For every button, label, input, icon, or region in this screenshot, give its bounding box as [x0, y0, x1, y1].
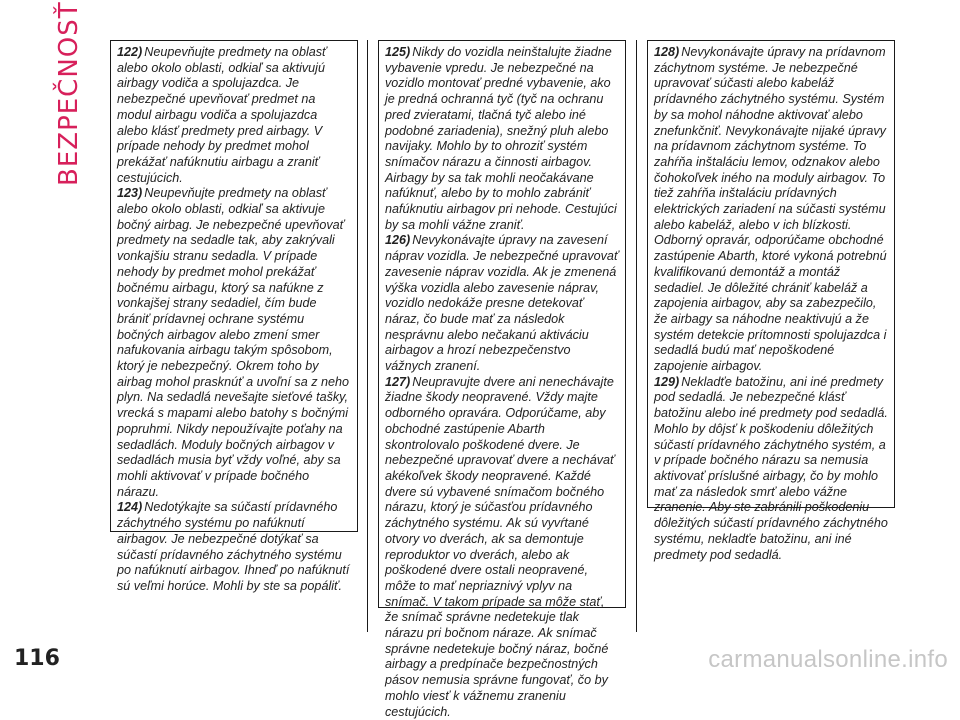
warning-note: [385, 45, 619, 233]
note-text: Neupevňujte predmety na oblasť alebo okolo oblasti, odkiaľ sa aktivujú airbagy vodiča a spolujazdca. Je nebezpečné upevňovať predmet na modul airbagu vodiča a spolujazdca alebo klásť predmety pred airbagy. V prípade nehody by predmet mohol prekážať nafúknutiu airbagu a zraniť cestujúcich.: [117, 45, 327, 185]
note-text: Nevykonávajte úpravy na prídavnom záchytnom systéme. Je nebezpečné upravovať súčasti alebo kabeláž prídavného záchytného systému. Systém by sa mohol náhodne aktivovať alebo znefunkčniť. Nevykonávajte nijaké úpravy na prídavnom záchytnom systéme. To zahŕňa inštaláciu lemov, odznakov alebo čohokoľvek iného na moduly airbagov. To tiež zahŕňa inštaláciu prídavných elektrických zariadení na súčasti systému alebo kabeláž, alebo v ich blízkosti. Odborný opravár, odporúčame obchodné zastúpenie Abarth, ktoré vykoná potrebnú kvalifikovanú demontáž a montáž sedadiel. Je dôležité chrániť kabeláž a zapojenia airbagov, aby sa zabezpečilo, že airbagy sa náhodne neaktivujú a že systém detekcie prítomnosti spolujazdca i sedadlá budú mať nepoškodené zapojenie airbagov.: [654, 45, 887, 374]
note-text: Nikdy do vozidla neinštalujte žiadne vybavenie vpredu. Je nebezpečné na vozidlo montovať predné vybavenie, ako je predná ochranná tyč (tyč na ochranu pred zvieratami, tlačná tyč alebo iné podobné zariadenia), snežný pluh alebo navijaky. Mohlo by to ohroziť systém snímačov nárazu a činnosti airbagov. Airbagy by sa tak mohli neočakávane nafúknuť, alebo by to mohlo zabrániť nafúknutiu airbagov pri nehode. Cestujúci by sa mohli vážne zraniť.: [385, 45, 617, 232]
note-number: 124): [117, 500, 143, 515]
note-text: Neupravujte dvere ani nenechávajte žiadne škody neopravené. Vždy majte odborného opravára. Odporúčame, aby obchodné zastúpenie Abarth skontrolovalo poškodené dvere. Je nebezpečné upravovať dvere a nechávať akékoľvek škody neopravené. Každé dvere sú vybavené snímačom bočného nárazu, ktorý je súčasťou prídavného záchytného systému. Ak sú vyvŕtané otvory vo dverách, ak sa demontuje reproduktor vo dverách, alebo ak poškodené dvere ostali neopravené, môže to mať nepriaznivý vplyv na snímač. V takom prípade sa môže stať, že snímač správne nedetekuje tlak nárazu pri bočnom náraze. Ak snímač správne nedetekuje bočný náraz, bočné airbagy a predpínače bezpečnostných pásov nemusia správne fungovať, čo by mohlo viesť k vážnemu zraneniu cestujúcich.: [385, 374, 615, 719]
warning-note: [117, 500, 351, 594]
column-divider: [636, 40, 637, 632]
warning-note: [117, 186, 351, 500]
column-divider: [367, 40, 368, 632]
warning-note: [654, 45, 888, 375]
note-number: 127): [385, 374, 411, 389]
warning-note: [385, 375, 619, 720]
note-number: 126): [385, 233, 411, 248]
note-number: 125): [385, 45, 411, 59]
note-number: 128): [654, 45, 680, 59]
note-text: Nekladťe batožinu, ani iné predmety pod sedadlá. Je nebezpečné klásť batožinu alebo iné predmety pod sedadlá. Mohlo by dôjsť k poškodeniu dôležitých súčastí prídavného záchytného systém, a v prípade bočného nárazu sa nemusia aktivovať príslušné airbagy, čo by mohlo mať za následok smrť alebo vážne zranenie. Aby ste zabránili poškodeniu dôležitých súčastí prídavného záchytného systému, nekladťe batožinu, ani iné predmety pod sedadlá.: [654, 374, 888, 562]
note-number: 129): [654, 374, 680, 389]
warning-note: [385, 233, 619, 374]
warning-note: [654, 375, 888, 563]
note-number: 123): [117, 186, 143, 201]
page-number: 116: [14, 646, 60, 671]
note-text: Nevykonávajte úpravy na zavesení náprav vozidla. Je nebezpečné upravovať zavesenie náprav vozidla. Ak je zmenená výška vozidla alebo zavesenie náprav, vozidlo nedokáže presne detekovať náraz, čo bude mať za následok nesprávnu alebo nečakanú aktiváciu airbagov a hrozí nebezpečenstvo vážnych zranení.: [385, 233, 619, 374]
warning-column-3: [647, 40, 895, 562]
section-title: BEZPEČNOSŤ: [54, 1, 84, 186]
warning-note: [117, 45, 351, 186]
note-text: Nedotýkajte sa súčastí prídavného záchytného systému po nafúknutí airbagov. Je nebezpečné dotýkať sa súčastí prídavného záchytného systému po nafúknutí airbagov. Ihneď po nafúknutí sú veľmi horúce. Mohli by ste sa popáliť.: [117, 500, 350, 593]
note-number: 122): [117, 45, 143, 59]
warning-column-2: [378, 40, 626, 719]
warning-column-1: [110, 40, 358, 593]
note-text: Neupevňujte predmety na oblasť alebo okolo oblasti, odkiaľ sa aktivuje bočný airbag. Je nebezpečné upevňovať predmety na sedadle tak, aby zakrývali vonkajšiu stranu sedadla. V prípade nehody by predmet mohol prekážať bočnému airbagu, ktorý sa nafúkne z vonkajšej strany sedadiel, čím bude brániť prídavnej ochrane systému bočných airbagov alebo zmení smer nafukovania airbagu takým spôsobom, ktorý je nebezpečný. Okrem toho by airbag mohol prasknúť a uvoľní sa z neho plyn. Na sedadlá nevešajte sieťové tašky, vrecká s mapami alebo batohy s bočnými popruhmi. Nikdy nepoužívajte poťahy na sedadlách. Moduly bočných airbagov v sedadlách musia byť vždy voľné, aby sa mohli aktivovať v prípade bočného nárazu.: [117, 186, 350, 499]
watermark: carmanualsonline.info: [708, 646, 948, 673]
